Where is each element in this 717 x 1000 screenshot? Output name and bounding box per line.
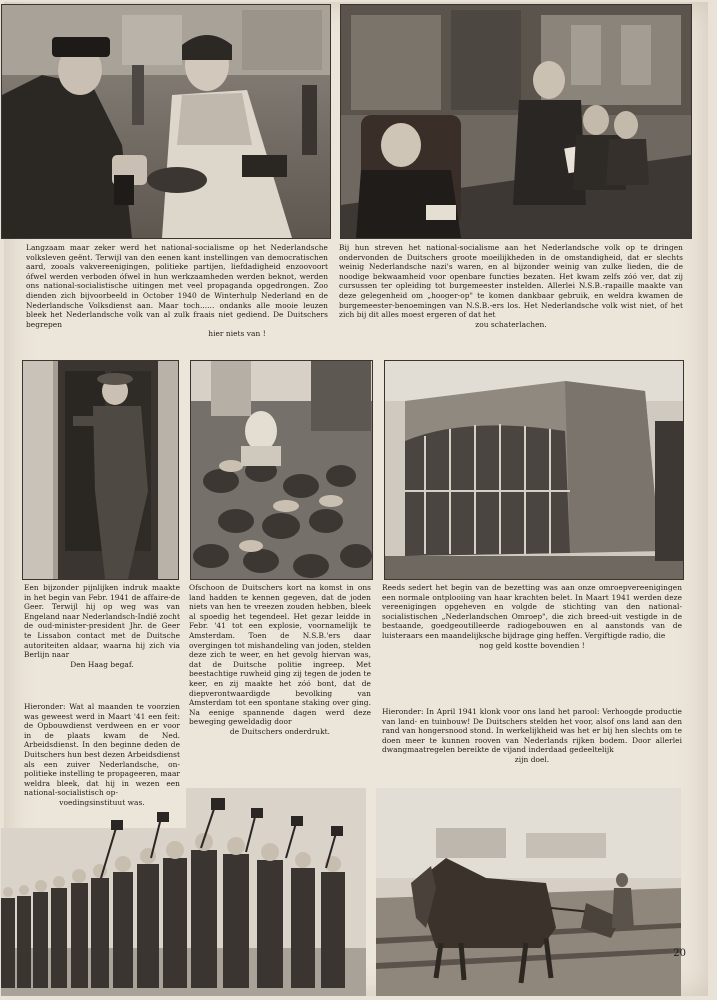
photo-marching-labour-service — [1, 788, 366, 996]
caption-mid-right-tail: nog geld kostte bovendien ! — [479, 640, 585, 650]
caption-lower-left-body: Hieronder: Wat al maanden te voorzien was geweest werd in Maart '41 een feit: de Opbouwdienst verdween en er voor in de plaats kwam de Ned. Arbeidsdienst. In den beginne deden de Duitschers hun best dezen Arbeidsdienst als een zuiver Nederlandsche, on-politieke instelling te propageeren, maar weldra bleek, dat hij in wezen een national-socialistisch op- — [24, 702, 180, 798]
caption-top-left — [26, 243, 328, 359]
caption-lower-right — [382, 707, 682, 785]
magazine-page — [4, 2, 708, 996]
street-collection-image — [2, 5, 330, 238]
man-at-door-image — [23, 361, 178, 579]
photo-horse-plough — [376, 788, 681, 996]
caption-lower-right-tail: zijn doel. — [514, 754, 550, 764]
caption-top-right-body: Bij hun streven het national-socialisme aan het Nederlandsche volk op te dringen ondervonden de Duitschers groote moeilijkheden in de omstandigheid, dat er slechts weinig Nederlandsche nazi's waren, en al bijzonder weinig van zulke lieden, die de noodige bekwaamheid voor openbare functies bezaten. Het kwam zelfs zóó ver, dat zij cursussen ter opleiding tot burgemeester instelden. Allerlei N.S.B.-rapaille maakte van deze gelegenheid om „hooger-op" te komen dankbaar gebruik, en weldra kwamen de burgemeester-benoemingen van N.S.B.-ers los. Het Nederlandsche volk wist niet, of het zich bij dit alles moest ergeren of dat het — [339, 243, 683, 320]
council-meeting-image — [341, 5, 691, 238]
caption-mid-left-tail: Den Haag begaf. — [70, 659, 134, 669]
caption-mid-right — [382, 583, 682, 679]
horse-plough-image — [376, 788, 681, 996]
caption-mid-left-body: Een bijzonder pijnlijken indruk maakte in het begin van Febr. 1941 de affaire-de Geer. Terwijl hij op weg was van Engeland naar Nederlandsch-Indië zocht de oud-minister-president Jhr. de Geer te Lissabon contact met de Duitsche autoriteiten aldaar, waarna hij zich via Berlijn naar — [24, 583, 180, 660]
caption-mid-right-body: Reeds sedert het begin van de bezetting was aan onze omroepvereenigingen een normale ontplooiing van haar krachten belet. In Maart 1941 werden deze vereenigingen opgeheven en volgde de stichting van den national-socialistischen „Nederlandschen Omroep", die zich breed-uit vestigde in de bestaande, goedgeoutilleerde radiogebouwen en al aanstonds van de luisteraars een maandelijksche bijdrage ging heffen. Vergiftigde radio, die — [382, 583, 682, 640]
caption-mid-left — [24, 583, 180, 698]
caption-top-right-tail: zou schaterlachen. — [475, 319, 547, 329]
caption-mid-center — [189, 583, 371, 801]
caption-mid-center-tail: de Duitschers onderdrukt. — [229, 726, 331, 736]
photo-crowd — [190, 360, 373, 580]
photo-man-at-door — [22, 360, 179, 580]
caption-top-left-tail: hier niets van ! — [208, 329, 266, 339]
photo-council-meeting — [340, 4, 692, 239]
caption-mid-center-body: Ofschoon de Duitschers kort na komst in ons land hadden te kennen gegeven, dat de joden niets van hen te vreezen zouden hebben, bleek al spoedig het tegendeel. Het gezar leidde in Febr. '41 tot een explosie, voornamelijk te Amsterdam. Toen de N.S.B.'ers daar overgingen tot mishandeling van joden, stelden deze zich te weer, en het gevolg hiervan was, dat de Duitsche politie ingreep. Met beestachtige ruwheid ging zij tegen de joden te keer, en zij maakte het zóó bont, dat de diepverontwaardigde bevolking van Amsterdam tot een spontane staking over ging. Na eenige spannende dagen werd deze beweging geweldadig door — [189, 583, 371, 727]
photo-street-collection — [1, 4, 331, 239]
marching-labour-service-image — [1, 788, 366, 996]
page-number: 20 — [673, 948, 686, 959]
caption-lower-left-tail: voedingsinstituut was. — [59, 797, 145, 807]
caption-top-left-body: Langzaam maar zeker werd het national-socialisme op het Nederlandsche volksleven geënt. Terwijl van den eenen kant instellingen van democratischen aard, zooals vakvereenigingen, politieke partijen, liefdadigheid enzoovoort ófwel werden verboden ófwel in hun werkzaamheden werden beknot, werden ons national-socialistische uitingen met veel propaganda opgedrongen. Zoo dienden zich bijvoorbeeld in October 1940 de Winterhulp Nederland en de Nederlandsche Volksdienst aan. Maar toch...... ondanks alle mooie leuzen bleek het Nederlandsche volk van al zulk fraais niet gediend. De Duitschers begrepen — [26, 243, 328, 329]
radio-building-image — [385, 361, 683, 579]
caption-top-right — [339, 243, 683, 359]
caption-lower-right-body: Hieronder: In April 1941 klonk voor ons land het parool: Verhoogde productie van land- en tuinbouw! De Duitschers stelden het voor, alsof ons land aan den rand van hongersnood stond. In werkelijkheid was het er bij hen slechts om te doen meer te kunnen rooven van Nederlands rijken bodem. Door allerlei dwangmaatregelen bereikte de vijand inderdaad gedeeltelijk — [382, 707, 682, 755]
photo-radio-building — [384, 360, 684, 580]
crowd-image — [191, 361, 372, 579]
